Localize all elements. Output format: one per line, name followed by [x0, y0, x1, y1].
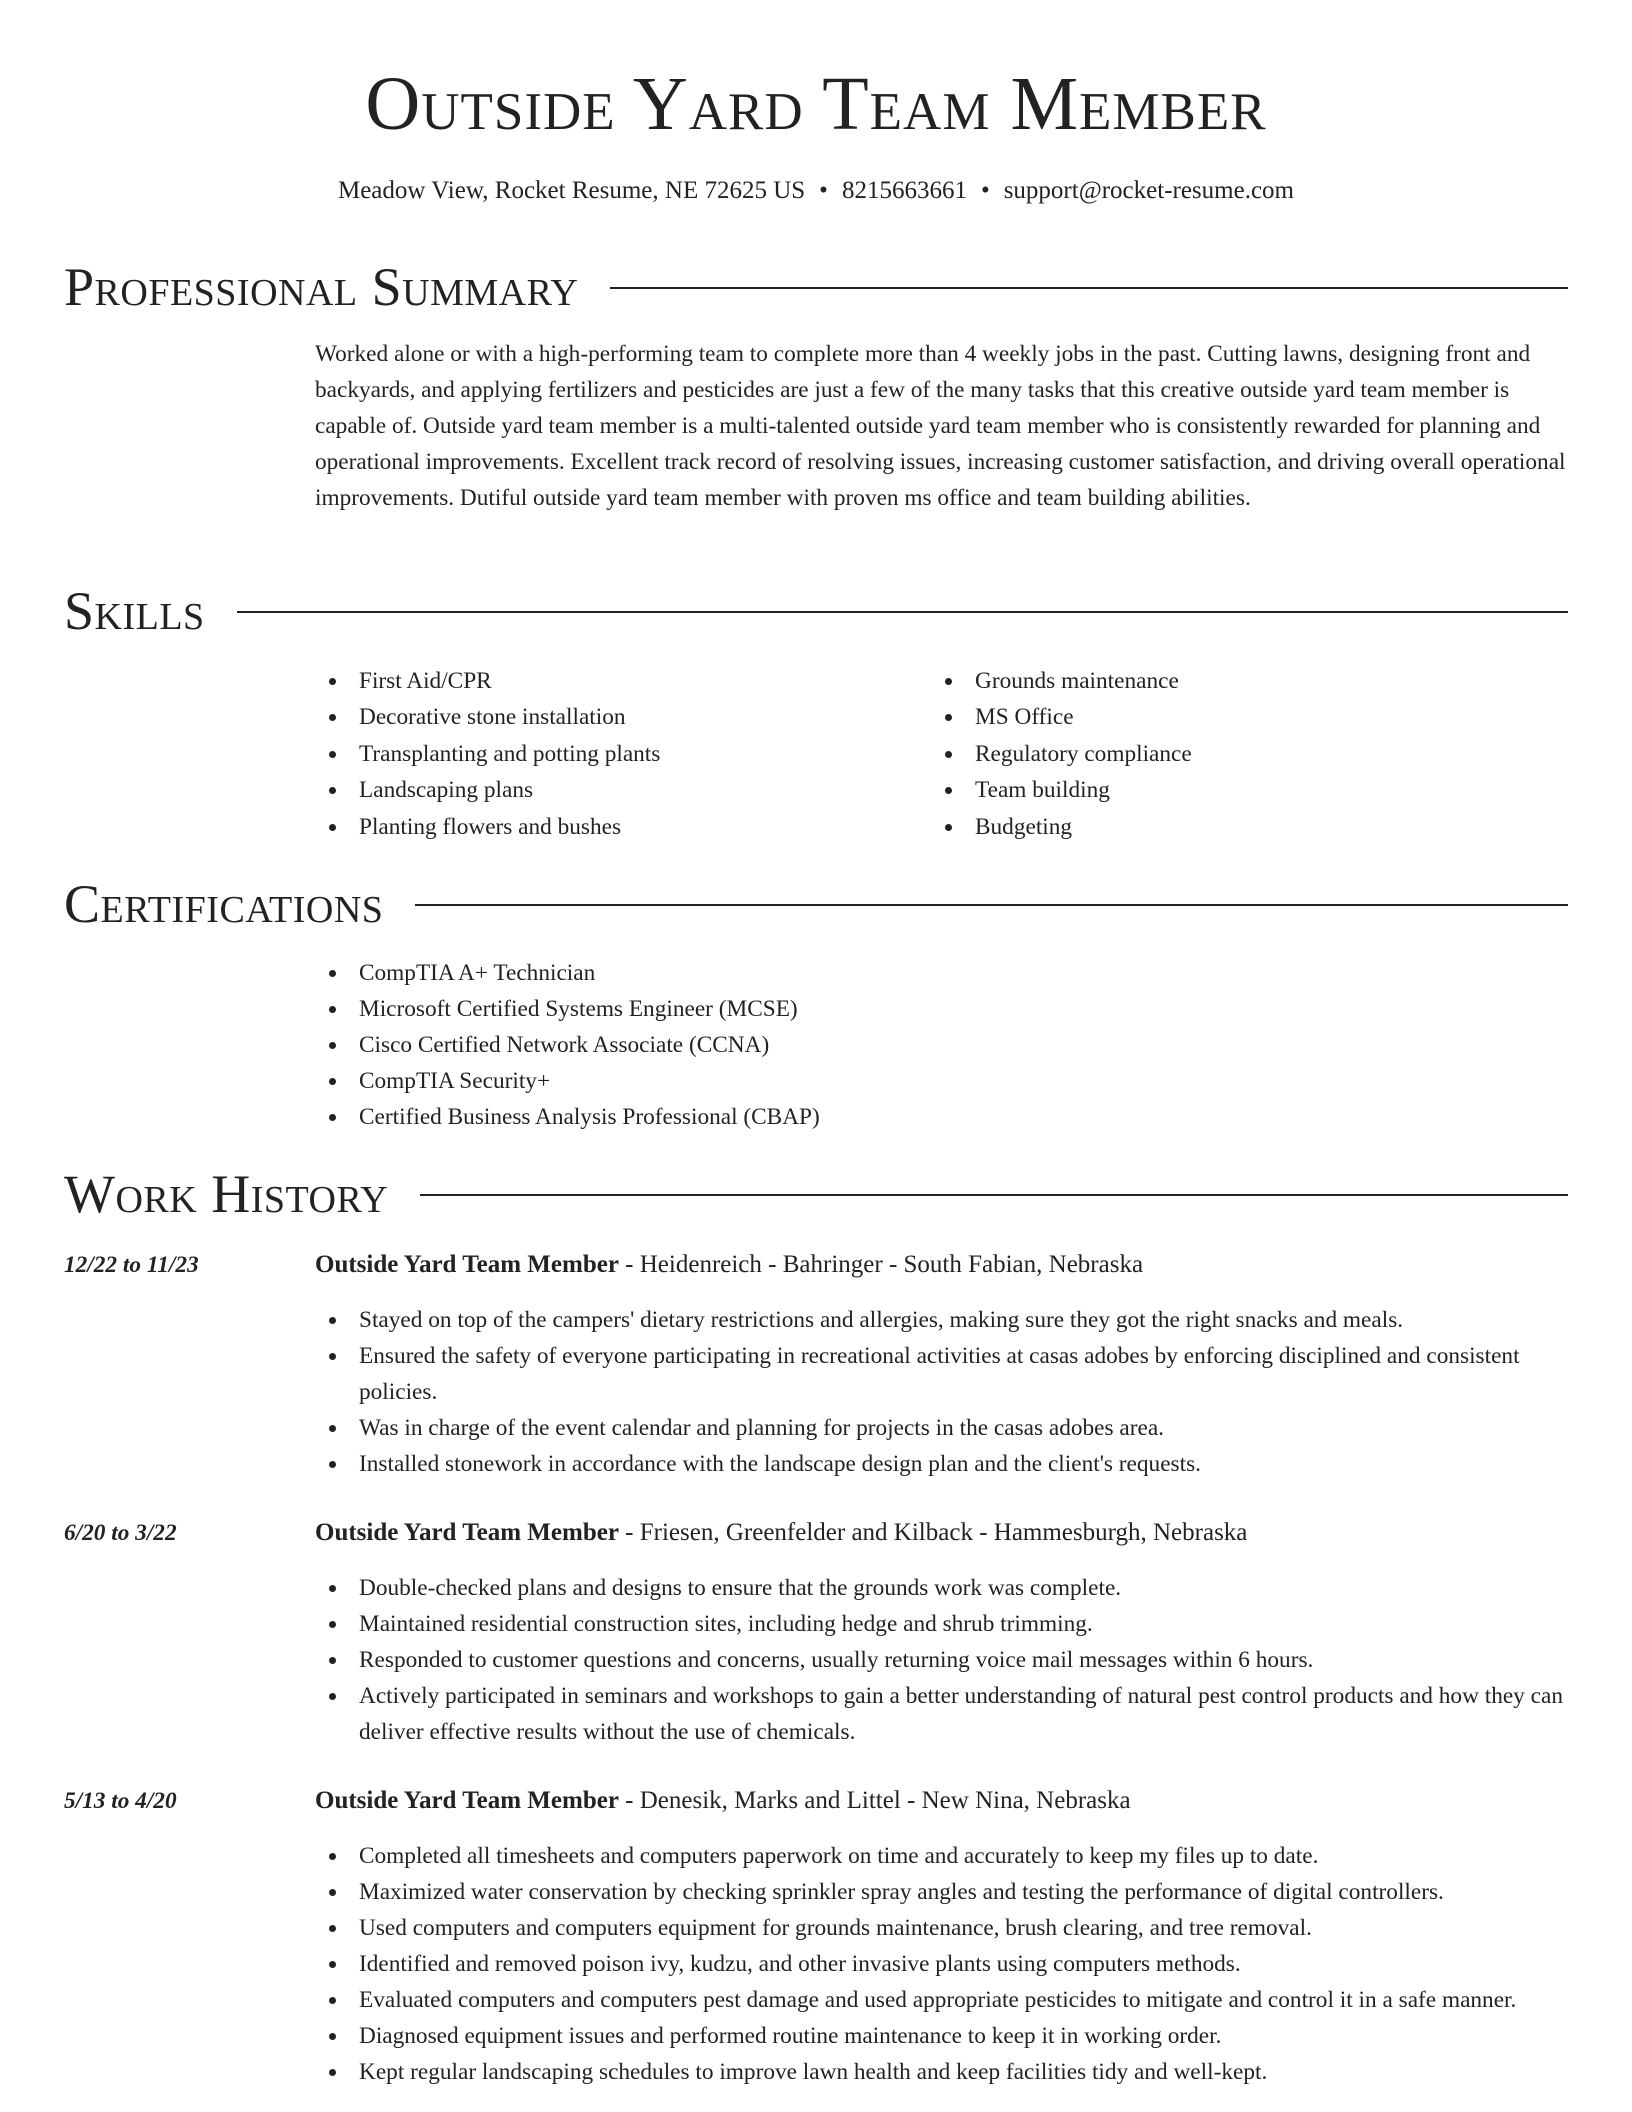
skill-item: MS Office: [931, 699, 1531, 735]
job-dates: 5/13 to 4/20: [64, 1788, 177, 1814]
job-duty: Identified and removed poison ivy, kudzu, and other invasive plants using computers methods.: [315, 1946, 1577, 1982]
job-heading: [315, 1515, 1575, 1551]
job-heading: [315, 1783, 1575, 1819]
skill-item: Budgeting: [931, 809, 1531, 845]
skill-item: Decorative stone installation: [315, 699, 915, 735]
section-title-certifications: Certifications: [64, 874, 384, 934]
job-duty: Maintained residential construction sites, including hedge and shrub trimming.: [315, 1606, 1577, 1642]
skill-item: Regulatory compliance: [931, 736, 1531, 772]
section-title-skills: Skills: [64, 581, 205, 641]
contact-phone: 8215663661: [841, 177, 967, 204]
certification-item: CompTIA Security+: [315, 1063, 1315, 1099]
section-divider: [420, 1194, 1568, 1196]
resume-name: Outside Yard Team Member: [365, 62, 1267, 146]
section-divider: [237, 611, 1568, 613]
job-duties-list: [315, 1302, 1577, 1482]
job-duty: Kept regular landscaping schedules to improve lawn health and keep facilities tidy and well-kept.: [315, 2054, 1577, 2090]
contact-line: [0, 172, 1632, 210]
job-title: Outside Yard Team Member: [315, 1251, 619, 1278]
contact-address: Meadow View, Rocket Resume, NE 72625 US: [337, 177, 806, 204]
section-title-summary: Professional Summary: [64, 257, 579, 317]
certification-item: Cisco Certified Network Associate (CCNA): [315, 1027, 1315, 1063]
job-duty: Used computers and computers equipment for grounds maintenance, brush clearing, and tree removal.: [315, 1910, 1577, 1946]
section-divider: [415, 904, 1568, 906]
job-duty: Was in charge of the event calendar and planning for projects in the casas adobes area.: [315, 1410, 1577, 1446]
skill-item: Team building: [931, 772, 1531, 808]
job-heading: [315, 1247, 1575, 1283]
job-employer: - Friesen, Greenfelder and Kilback - Hammesburgh, Nebraska: [618, 1519, 1248, 1546]
job-duty: Double-checked plans and designs to ensure that the grounds work was complete.: [315, 1570, 1577, 1606]
section-title-work-history: Work History: [64, 1164, 389, 1224]
section-divider: [610, 287, 1568, 289]
work-section-header: [64, 1161, 1568, 1227]
job-employer: - Denesik, Marks and Littel - New Nina, Nebraska: [618, 1787, 1131, 1814]
summary-section-header: [64, 254, 1568, 320]
contact-separator: •: [980, 177, 990, 204]
certification-item: Microsoft Certified Systems Engineer (MCSE): [315, 991, 1315, 1027]
contact-email: support@rocket-resume.com: [1003, 177, 1294, 204]
skills-list-left: [315, 663, 915, 845]
skill-item: Landscaping plans: [315, 772, 915, 808]
job-duty: Actively participated in seminars and workshops to gain a better understanding of natural pest control products and how they can deliver effective results without the use of chemicals.: [315, 1678, 1577, 1750]
job-dates: 6/20 to 3/22: [64, 1520, 177, 1546]
job-duty: Installed stonework in accordance with the landscape design plan and the client's requests.: [315, 1446, 1577, 1482]
job-duty: Ensured the safety of everyone participating in recreational activities at casas adobes by enforcing disciplined and consistent policies.: [315, 1338, 1577, 1410]
skills-section-header: [64, 578, 1568, 644]
certifications-section-header: [64, 871, 1568, 937]
job-duty: Maximized water conservation by checking sprinkler spray angles and testing the performance of digital controllers.: [315, 1874, 1577, 1910]
summary-text: Worked alone or with a high-performing team to complete more than 4 weekly jobs in the past. Cutting lawns, designing front and backyards, and applying fertilizers and pesticides are just a few of the many tasks that this creative outside yard team member is capable of. Outside yard team member is a multi-talented outside yard team member who is consistently rewarded for planning and operational improvements. Excellent track record of resolving issues, increasing customer satisfaction, and driving overall operational improvements. Dutiful outside yard team member with proven ms office and team building abilities.: [315, 341, 1566, 511]
skill-item: Grounds maintenance: [931, 663, 1531, 699]
job-duty: Responded to customer questions and concerns, usually returning voice mail messages within 6 hours.: [315, 1642, 1577, 1678]
job-title: Outside Yard Team Member: [315, 1519, 619, 1546]
job-employer: - Heidenreich - Bahringer - South Fabian, Nebraska: [618, 1251, 1144, 1278]
contact-separator: •: [819, 177, 828, 204]
certification-item: CompTIA A+ Technician: [315, 955, 1315, 991]
certifications-list: [315, 955, 1315, 1135]
skill-item: Transplanting and potting plants: [315, 736, 915, 772]
job-duties-list: [315, 1570, 1577, 1750]
skill-item: Planting flowers and bushes: [315, 809, 915, 845]
skills-list-right: [931, 663, 1531, 845]
job-duties-list: [315, 1838, 1577, 2090]
job-duty: Diagnosed equipment issues and performed routine maintenance to keep it in working order.: [315, 2018, 1577, 2054]
skill-item: First Aid/CPR: [315, 663, 915, 699]
job-title: Outside Yard Team Member: [315, 1787, 619, 1814]
job-duty: Evaluated computers and computers pest damage and used appropriate pesticides to mitigate and control it in a safe manner.: [315, 1982, 1577, 2018]
job-duty: Stayed on top of the campers' dietary restrictions and allergies, making sure they got the right snacks and meals.: [315, 1302, 1577, 1338]
job-dates: 12/22 to 11/23: [64, 1252, 199, 1278]
job-duty: Completed all timesheets and computers paperwork on time and accurately to keep my files up to date.: [315, 1838, 1577, 1874]
certification-item: Certified Business Analysis Professional (CBAP): [315, 1099, 1315, 1135]
